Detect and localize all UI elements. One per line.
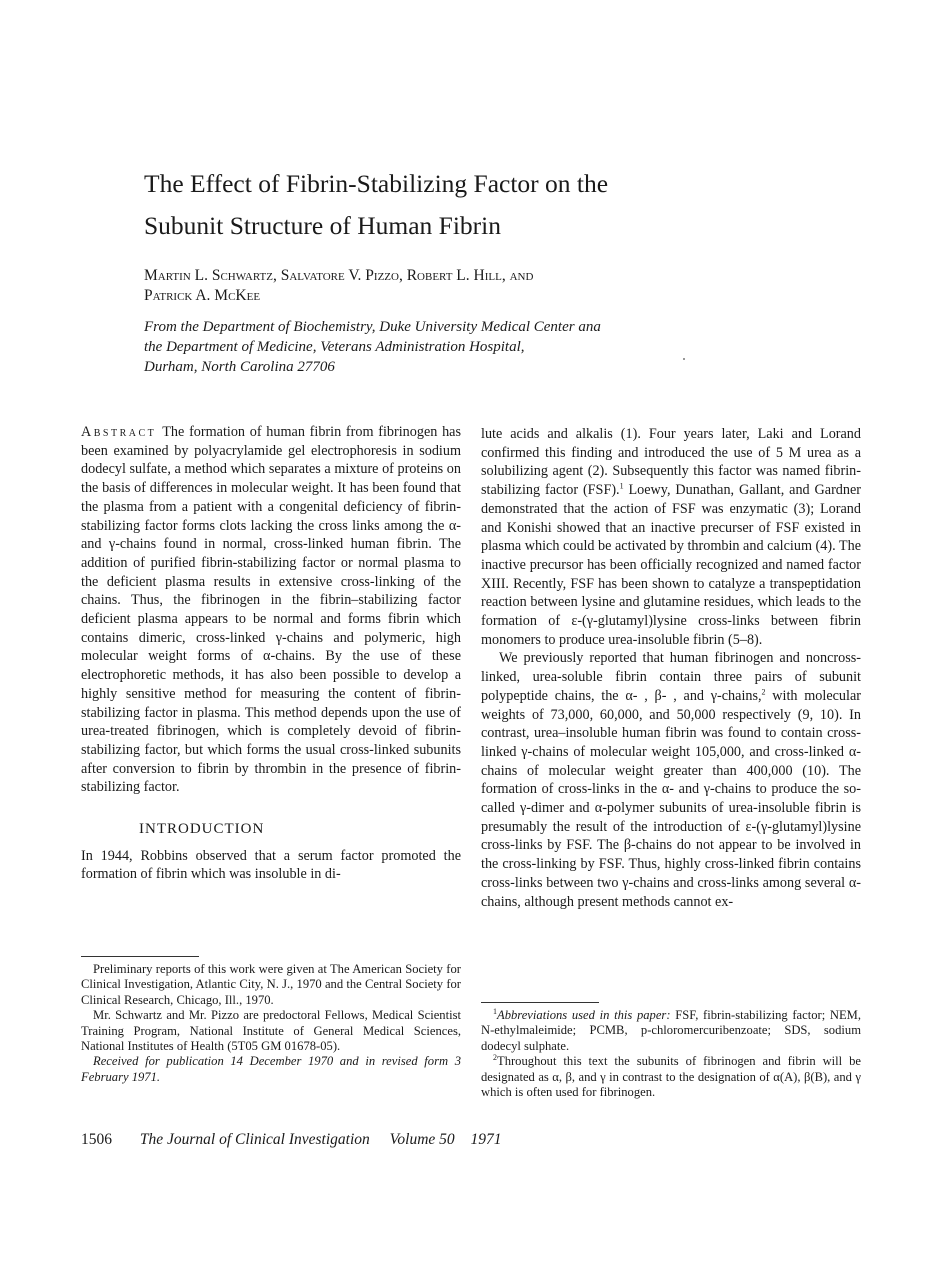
title-line-1: The Effect of Fibrin-Stabilizing Factor on the: [144, 169, 609, 198]
journal-year: 1971: [470, 1131, 502, 1148]
authors-line-2: Patrick A. McKee: [144, 287, 261, 304]
abstract-label: Abstract: [81, 424, 157, 440]
affiliation-line-3: Durham, North Carolina 27706: [144, 359, 335, 375]
footnote-subunit-designation: [481, 1054, 861, 1100]
authors-line-1: Martin L. Schwartz, Salvatore V. Pizzo, Robert L. Hill, and: [144, 267, 534, 284]
intro-p2-part-b: with molecular weights of 73,000, 60,000, and 50,000 respectively (9, 10). In contrast, urea–insoluble human fibrin was found to contain cross-linked γ-chains of molecular weight 105,000, and cross-linked α-chains of molecular weight greater than 400,000 (10). The formation of cross-links in the α- and γ-chains to produce the so-called γ-dimer and α-polymer subunits of urea-insoluble fibrin is presumably the result of the introduction of ε-(γ-glutamyl)lysine cross-links by FSF. The β-chains do not appear to be involved in the cross-linking by FSF. Thus, highly cross-linked fibrin contains cross-links between two γ-chains and cross-links among several α-chains, although present methods cannot ex-: [481, 687, 861, 910]
right-column: [481, 425, 861, 911]
footnote-divider-left: [81, 956, 199, 957]
footnote-abbreviations-text: FSF, fibrin-stabilizing factor; NEM, N-ethylmaleimide; PCMB, p-chloromercuribenzoate; SDS, sodium dodecyl sulphate.: [481, 1008, 861, 1053]
affiliation: [144, 317, 784, 377]
title-line-2: Subunit Structure of Human Fibrin: [144, 211, 501, 240]
intro-p1-part-a: lute acids and alkalis (1). Four years later, Laki and Lorand confirmed this finding and introduced the use of 5 M urea as a solubilizing agent (2). Subsequently this factor was named fibrin-stabilizing factor (FSF).: [481, 426, 861, 499]
page-number: 1506: [81, 1131, 112, 1148]
footnote-mark-1: 1: [493, 1006, 497, 1016]
footnote-mark-2: 2: [493, 1053, 497, 1063]
intro-paragraph-2: [481, 649, 861, 911]
footnote-fellowship: Mr. Schwartz and Mr. Pizzo are predoctoral Fellows, Medical Scientist Training Program, National Institute of General Medical Sciences, National Institutes of Health (5T05 GM 01678-05).: [81, 1008, 461, 1054]
left-column: [81, 423, 461, 884]
abstract: [81, 423, 461, 797]
footnote-abbreviations: [481, 1008, 861, 1054]
article-title: [144, 163, 784, 247]
intro-p1-part-b: Loewy, Dunathan, Gallant, and Gardner demonstrated that the action of FSF was enzymatic (3); Lorand and Konishi showed that an inactive precurser of FSF existed in plasma which could be activated by thrombin and calcium (4). The inactive precursor has been officially recognized and named factor XIII. Recently, FSF has been shown to catalyze a transpeptidation reaction between lysine and glutamine residues, which leads to the formation of ε-(γ-glutamyl)lysine cross-links between fibrin monomers to produce urea-insoluble fibrin (5–8).: [481, 482, 862, 648]
footnote-received: Received for publication 14 December 1970 and in revised form 3 February 1971.: [81, 1054, 461, 1084]
stray-mark: [683, 358, 685, 360]
footnote-divider-right: [481, 1002, 599, 1003]
abstract-text: The formation of human fibrin from fibrinogen has been examined by polyacrylamide gel electrophoresis in sodium dodecyl sulfate, a method which separates a mixture of proteins on the basis of differences in molecular weight. It has been found that the plasma from a patient with a congenital deficiency of fibrin-stabilizing factor forms clots lacking the cross links among the α- and γ-chains found in normal, cross-linked human fibrin. The addition of purified fibrin-stabilizing factor or normal plasma to the deficient plasma results in extensive cross-linking of the chains. Thus, the fibrinogen in the fibrin–stabilizing factor deficient plasma appears to be normal and forms fibrin which contains dimeric, cross-linked γ-chains and polymeric, high molecular weight forms of α-chains. By the use of these electrophoretic methods, it has also been possible to develop a highly sensitive method for measuring the content of fibrin-stabilizing factor in plasma. This method depends upon the use of urea-treated fibrinogen, which is completely devoid of fibrin-stabilizing factor, but which forms the usual cross-linked subunits after conversion to fibrin by thrombin in the presence of fibrin-stabilizing factor.: [81, 424, 461, 796]
intro-paragraph-1-continued: [481, 425, 861, 649]
affiliation-line-2: the Department of Medicine, Veterans Administration Hospital,: [144, 339, 525, 355]
footnote-subunit-text: Throughout this text the subunits of fibrinogen and fibrin will be designated as α, β, and γ in contrast to the designation of α(A), β(B), and γ which is often used for fibrinogen.: [481, 1054, 861, 1100]
footnote-ref-1: 1: [619, 481, 624, 491]
footnote-ref-2: 2: [761, 687, 766, 697]
section-heading-introduction: INTRODUCTION: [139, 821, 265, 838]
footnotes-left: [81, 962, 461, 1085]
footnote-preliminary-reports: Preliminary reports of this work were given at The American Society for Clinical Investigation, Atlantic City, N. J., 1970 and the Central Society for Clinical Research, Chicago, Ill., 1970.: [81, 962, 461, 1007]
footnotes-right: [481, 1008, 861, 1100]
journal-name: The Journal of Clinical Investigation: [139, 1131, 370, 1148]
intro-paragraph-1-start: In 1944, Robbins observed that a serum factor promoted the formation of fibrin which was insoluble in di-: [81, 847, 461, 883]
footnote-abbreviations-label: Abbreviations used in this paper:: [497, 1008, 671, 1022]
author-list: [144, 266, 784, 306]
affiliation-line-1: From the Department of Biochemistry, Duke University Medical Center ana: [144, 319, 601, 335]
journal-volume: Volume 50: [389, 1131, 455, 1148]
page-footer: [81, 1131, 681, 1149]
intro-p2-part-a: We previously reported that human fibrinogen and noncross-linked, urea-soluble fibrin contain three pairs of subunit polypeptide chains, the α- , β- , and γ-chains,: [481, 650, 861, 704]
